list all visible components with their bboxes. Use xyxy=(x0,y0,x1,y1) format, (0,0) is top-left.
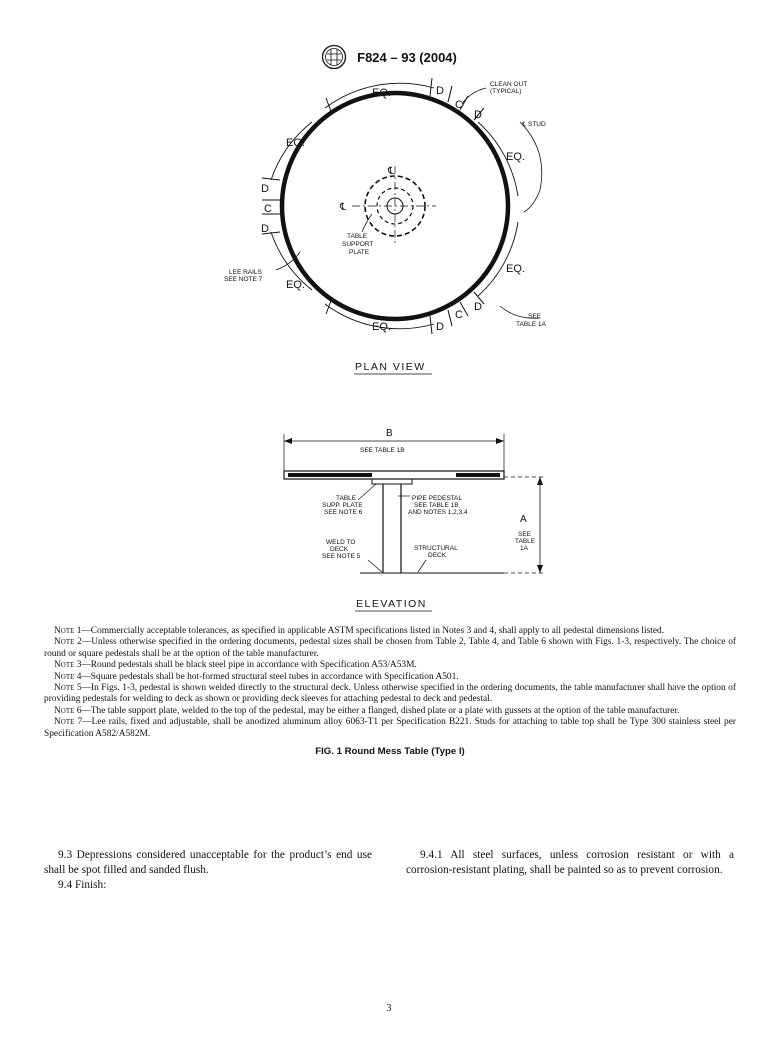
supp-plate-label: SUPP. PLATE xyxy=(322,502,363,509)
note-item: Note 6—The table support plate, welded to the top of the pedestal, may be either a flanged, dished plate or a plate with gussets at the option of the table manufacturer. xyxy=(54,705,680,716)
plate-label: SUPPORT xyxy=(342,241,374,248)
see-table-1a-label: TABLE xyxy=(515,538,536,545)
paragraph: 9.4.1 All steel surfaces, unless corrosion resistant or with a corrosion-resistant plating, shall be painted so as to prevent corrosion. xyxy=(406,849,734,876)
left-column xyxy=(44,848,372,893)
lee-rails-label: SEE NOTE 7 xyxy=(224,276,263,283)
c-label: C xyxy=(264,203,272,215)
see-table-1b-label: SEE TABLE 1B xyxy=(360,447,405,454)
pipe-pedestal-label: AND NOTES 1,2,3,4 xyxy=(408,509,468,516)
dimension-arc xyxy=(478,222,518,296)
see-table-label: TABLE 1A xyxy=(516,321,546,328)
c-label: C xyxy=(455,99,463,111)
note-item: Note 5—In Figs. 1-3, pedestal is shown welded directly to the structural deck. Unless otherwise specified in the ordering documents, the table manufacturer shall have the option of providing pedestals for welding to deck as shown or providing deck sleeves for attaching pedestal to deck and pedestal. xyxy=(44,683,736,705)
figure-caption: FIG. 1 Round Mess Table (Type I) xyxy=(315,746,465,758)
d-label: D xyxy=(261,223,269,235)
paragraph: 9.4 Finish: xyxy=(58,879,107,891)
weld-label: WELD TO xyxy=(326,539,356,546)
arrow-head xyxy=(496,438,504,444)
eq-label: EQ. xyxy=(506,151,525,163)
eq-label: EQ. xyxy=(286,279,305,291)
supp-plate-label: TABLE xyxy=(336,495,357,502)
d-label: D xyxy=(474,109,482,121)
leader-stud xyxy=(520,122,542,212)
structural-deck-label: STRUCTURAL xyxy=(414,545,458,552)
see-table-1a-label: 1A xyxy=(520,545,528,552)
note-item: Note 2—Unless otherwise specified in the ordering documents, pedestal sizes shall be chosen from Table 2, Table 4, and Table 6 shown with Figs. 1-3, respectively. The choice of round or square pedestals shall be at the option of the table manufacturer. xyxy=(44,637,737,659)
eq-label: EQ. xyxy=(286,137,305,149)
arrow-head xyxy=(537,565,543,573)
support-plate xyxy=(372,479,412,484)
eq-label: EQ. xyxy=(506,263,525,275)
stud-label: ℄ STUD xyxy=(522,121,546,128)
plan-view xyxy=(224,78,547,374)
d-label: D xyxy=(436,321,444,333)
note-item: Note 4—Square pedestals shall be hot-formed structural steel tubes in accordance with Specification A501. xyxy=(54,671,459,682)
elevation-caption: ELEVATION xyxy=(356,598,427,610)
centerline-symbol: ℄ xyxy=(388,166,395,177)
arrow-head xyxy=(537,477,543,485)
plate-label: PLATE xyxy=(349,249,370,256)
d-label: D xyxy=(261,183,269,195)
dimension-a-label: A xyxy=(520,514,527,525)
dimension-arc xyxy=(271,122,312,180)
structural-deck-label: DECK xyxy=(428,552,447,559)
paragraph: 9.3 Depressions considered unacceptable for the product’s end use shall be spot filled and sanded flush. xyxy=(44,849,372,876)
see-table-label: SEE xyxy=(528,313,542,320)
plate-label: TABLE xyxy=(347,233,368,240)
page-number: 3 xyxy=(386,1003,392,1014)
figure-notes xyxy=(44,626,736,757)
note-item: Note 7—Lee rails, fixed and adjustable, shall be anodized aluminum alloy 6063-T1 per Specification B221. Studs for attaching to table top shall be Type 300 stainless steel per Specification A582/A582M. xyxy=(44,717,736,739)
leader-supp-plate xyxy=(358,484,376,500)
leader-clean-out xyxy=(462,88,486,104)
right-column xyxy=(406,848,734,878)
leader-deck xyxy=(418,560,426,572)
lee-rail xyxy=(456,473,500,477)
c-label: C xyxy=(455,309,463,321)
lee-rails-label: LEE RAILS xyxy=(229,269,262,276)
dimension-b-label: B xyxy=(386,428,393,439)
elevation-view xyxy=(284,428,546,611)
see-table-1a-label: SEE xyxy=(518,531,532,538)
document-title: F824 – 93 (2004) xyxy=(357,49,457,65)
supp-plate-label: SEE NOTE 6 xyxy=(324,509,363,516)
plan-view-caption: PLAN VIEW xyxy=(355,361,426,373)
leader-weld xyxy=(368,560,382,572)
lee-rail xyxy=(288,473,372,477)
pipe-pedestal-label: PIPE PEDESTAL xyxy=(412,495,463,502)
pipe-pedestal-label: SEE TABLE 1B xyxy=(414,502,459,509)
clean-out-label: (TYPICAL) xyxy=(490,88,522,95)
weld-label: SEE NOTE 5 xyxy=(322,553,361,560)
d-label: D xyxy=(436,85,444,97)
d-label: D xyxy=(474,301,482,313)
eq-label: EQ. xyxy=(372,87,391,99)
clean-out-label: CLEAN OUT xyxy=(490,81,528,88)
eq-label: EQ. xyxy=(372,321,391,333)
note-item: Note 1—Commercially acceptable tolerances, as specified in applicable ASTM specifications listed in Notes 3 and 4, shall apply to all pedestal dimensions listed. xyxy=(54,626,665,636)
centerline-symbol: ℄ xyxy=(340,202,347,213)
note-item: Note 3—Round pedestals shall be black steel pipe in accordance with Specification A53/A53M. xyxy=(54,660,417,671)
weld-label: DECK xyxy=(330,546,349,553)
arrow-head xyxy=(284,438,292,444)
